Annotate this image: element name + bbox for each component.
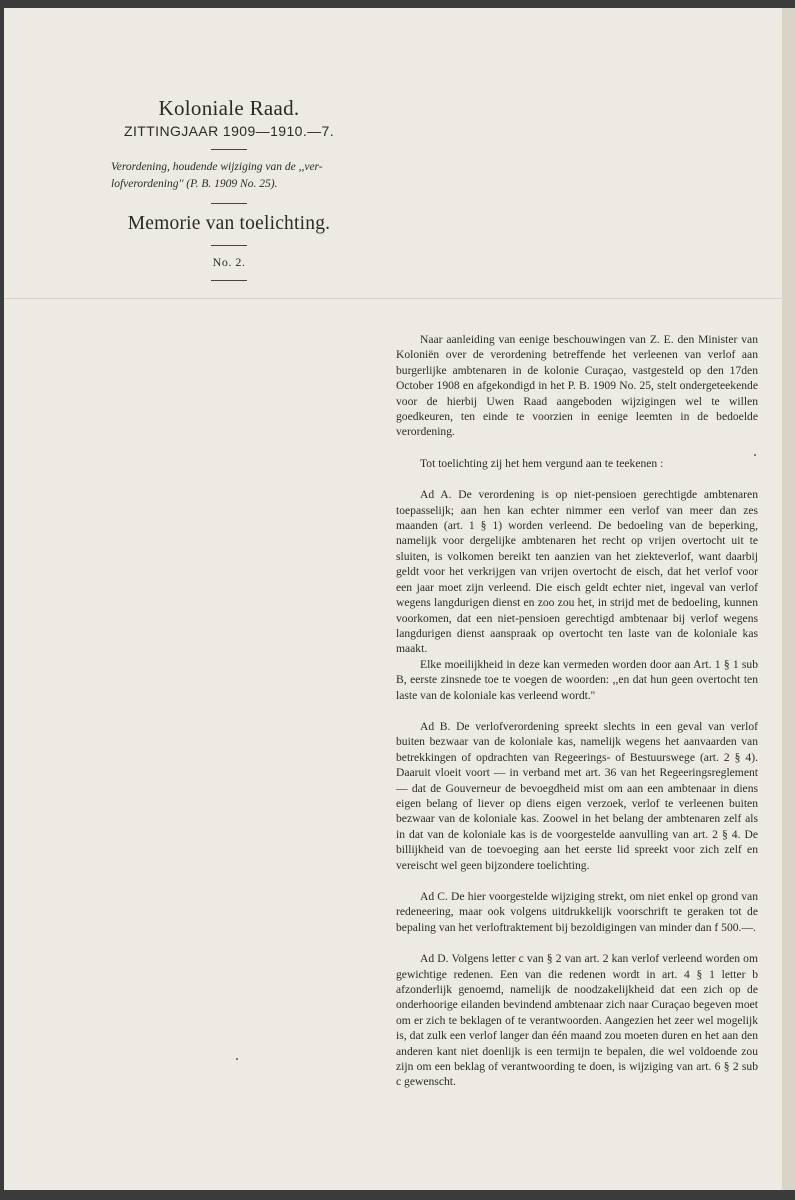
session-year: ZITTINGJAAR 1909—1910.—7. <box>124 123 334 139</box>
subject-line: lofverordening'' (P. B. 1909 No. 25). <box>111 178 278 190</box>
page-edge <box>782 8 795 1190</box>
paper-speck <box>236 1058 238 1060</box>
header-divider <box>211 245 247 246</box>
ordinance-subject <box>99 159 359 193</box>
document-header <box>99 96 359 290</box>
body-paragraph-ad-c: Ad C. De hier voorgestelde wijziging strekt, om niet enkel op grond van redeneering, maar ook volgens uitdrukkelijk voorschrift te geraken tot de bepaling van het verloftraktement bij bezoldigingen van minder dan f 500.—. <box>396 890 758 934</box>
body-paragraph-ad-d: Ad D. Volgens letter c van § 2 van art. 2 kan verlof verleend worden om gewichtige redenen. Een van die redenen wordt in art. 4 § 1 letter b afzonderlijk genoemd, namelijk de noodzakelijkheid dat een zich op de onderhoorige eilanden bevindend ambtenaar zich naar Curaçao begeven moet om er zich te beklagen of te verantwoorden. Aangezien het zeer wel mogelijk is, dat zulk een verlof langer dan één maand zou moeten duren en het aan den anderen kant niet doenlijk is een termijn te bepalen, die wel voldoende zou zijn om een beklag of verantwoording te doen, is wijziging van art. 6 § 2 sub c gewenscht. <box>396 952 758 1089</box>
body-paragraph-ad-b: Ad B. De verlofverordening spreekt slechts in een geval van verlof buiten bezwaar van de koloniale kas, namelijk wegens het aanvaarden van betrekkingen of opdrachten van Regeerings- of Bestuurswege (art. 2 § 4). Daaruit vloeit voort — in verband met art. 36 van het Regeeringsreglement — dat de Gouverneur de bevoegdheid mist om aan een ambtenaar in diens eigen belang of liever op diens eigen verzoek, verlof te verleenen buiten bezwaar van de koloniale kas. Zoowel in het belang der ambtenaren zelf als in dat van de koloniale kas is de voorgestelde aanvulling van art. 2 § 4. De billijkheid van de toevoeging aan het eerste lid spreekt voor zich zelf en vereischt wel geen bijzondere toelichting. <box>396 719 758 872</box>
body-paragraph: Tot toelichting zij het hem vergund aan te teekenen : <box>420 456 664 470</box>
council-name: Koloniale Raad. <box>158 96 300 120</box>
paper-speck <box>754 454 756 456</box>
document-title: Memorie van toelichting. <box>127 213 331 234</box>
subject-line: Verordening, houdende wijziging van de ,,ver- <box>111 161 323 173</box>
header-divider <box>211 280 247 281</box>
body-paragraph: Elke moeilijkheid in deze kan vermeden worden door aan Art. 1 § 1 sub B, eerste zinsnede toe te voegen de woorden: ,,en dat hun geen overtocht ten laste van de koloniale kas verleend wordt.'' <box>396 657 758 702</box>
body-paragraph-ad-a: Ad A. De verordening is op niet-pensioen gerechtigde ambtenaren toepasselijk; aan hen kan echter nimmer een verlof van meer dan zes maanden (art. 1 § 1) worden verleend. De bedoeling van de beperking, namelijk voor dergelijke ambtenaren het recht op vrijen overtocht uit te sluiten, is volkomen bereikt ten aanzien van het ziekteverlof, want daarbij geldt voor het verkrijgen van vrijen overtocht de eisch, dat het verlof voor een jaar moet zijn verleend. Die eisch geldt echter niet, ingeval van verlof wegens langdurigen dienst en zoo zou het, in strijd met de bedoeling, kunnen voorkomen, dat een niet-pensioen gerechtigd ambtenaar bij verlof wegens langdurigen dienst aanspraak op overtocht ten laste van de koloniale kas maakt. <box>396 488 758 656</box>
paper-fold-line <box>4 298 782 299</box>
document-page <box>4 8 782 1190</box>
document-number: No. 2. <box>212 255 246 269</box>
memorandum-body <box>396 332 758 1090</box>
header-divider <box>211 149 247 150</box>
body-paragraph: Naar aanleiding van eenige beschouwingen van Z. E. den Minister van Koloniën over de verordening betreffende het verleenen van verlof aan burgerlijke ambtenaren in de kolonie Curaçao, vastgesteld op den 17den October 1908 en afgekondigd in het P. B. 1909 No. 25, stelt ondergeteekende voor de hierbij Uwen Raad aangeboden wijzigingen wel te willen goedkeuren, ten einde te voorzien in eenige leemten in de bedoelde verordening. <box>396 333 758 439</box>
header-divider <box>211 203 247 204</box>
